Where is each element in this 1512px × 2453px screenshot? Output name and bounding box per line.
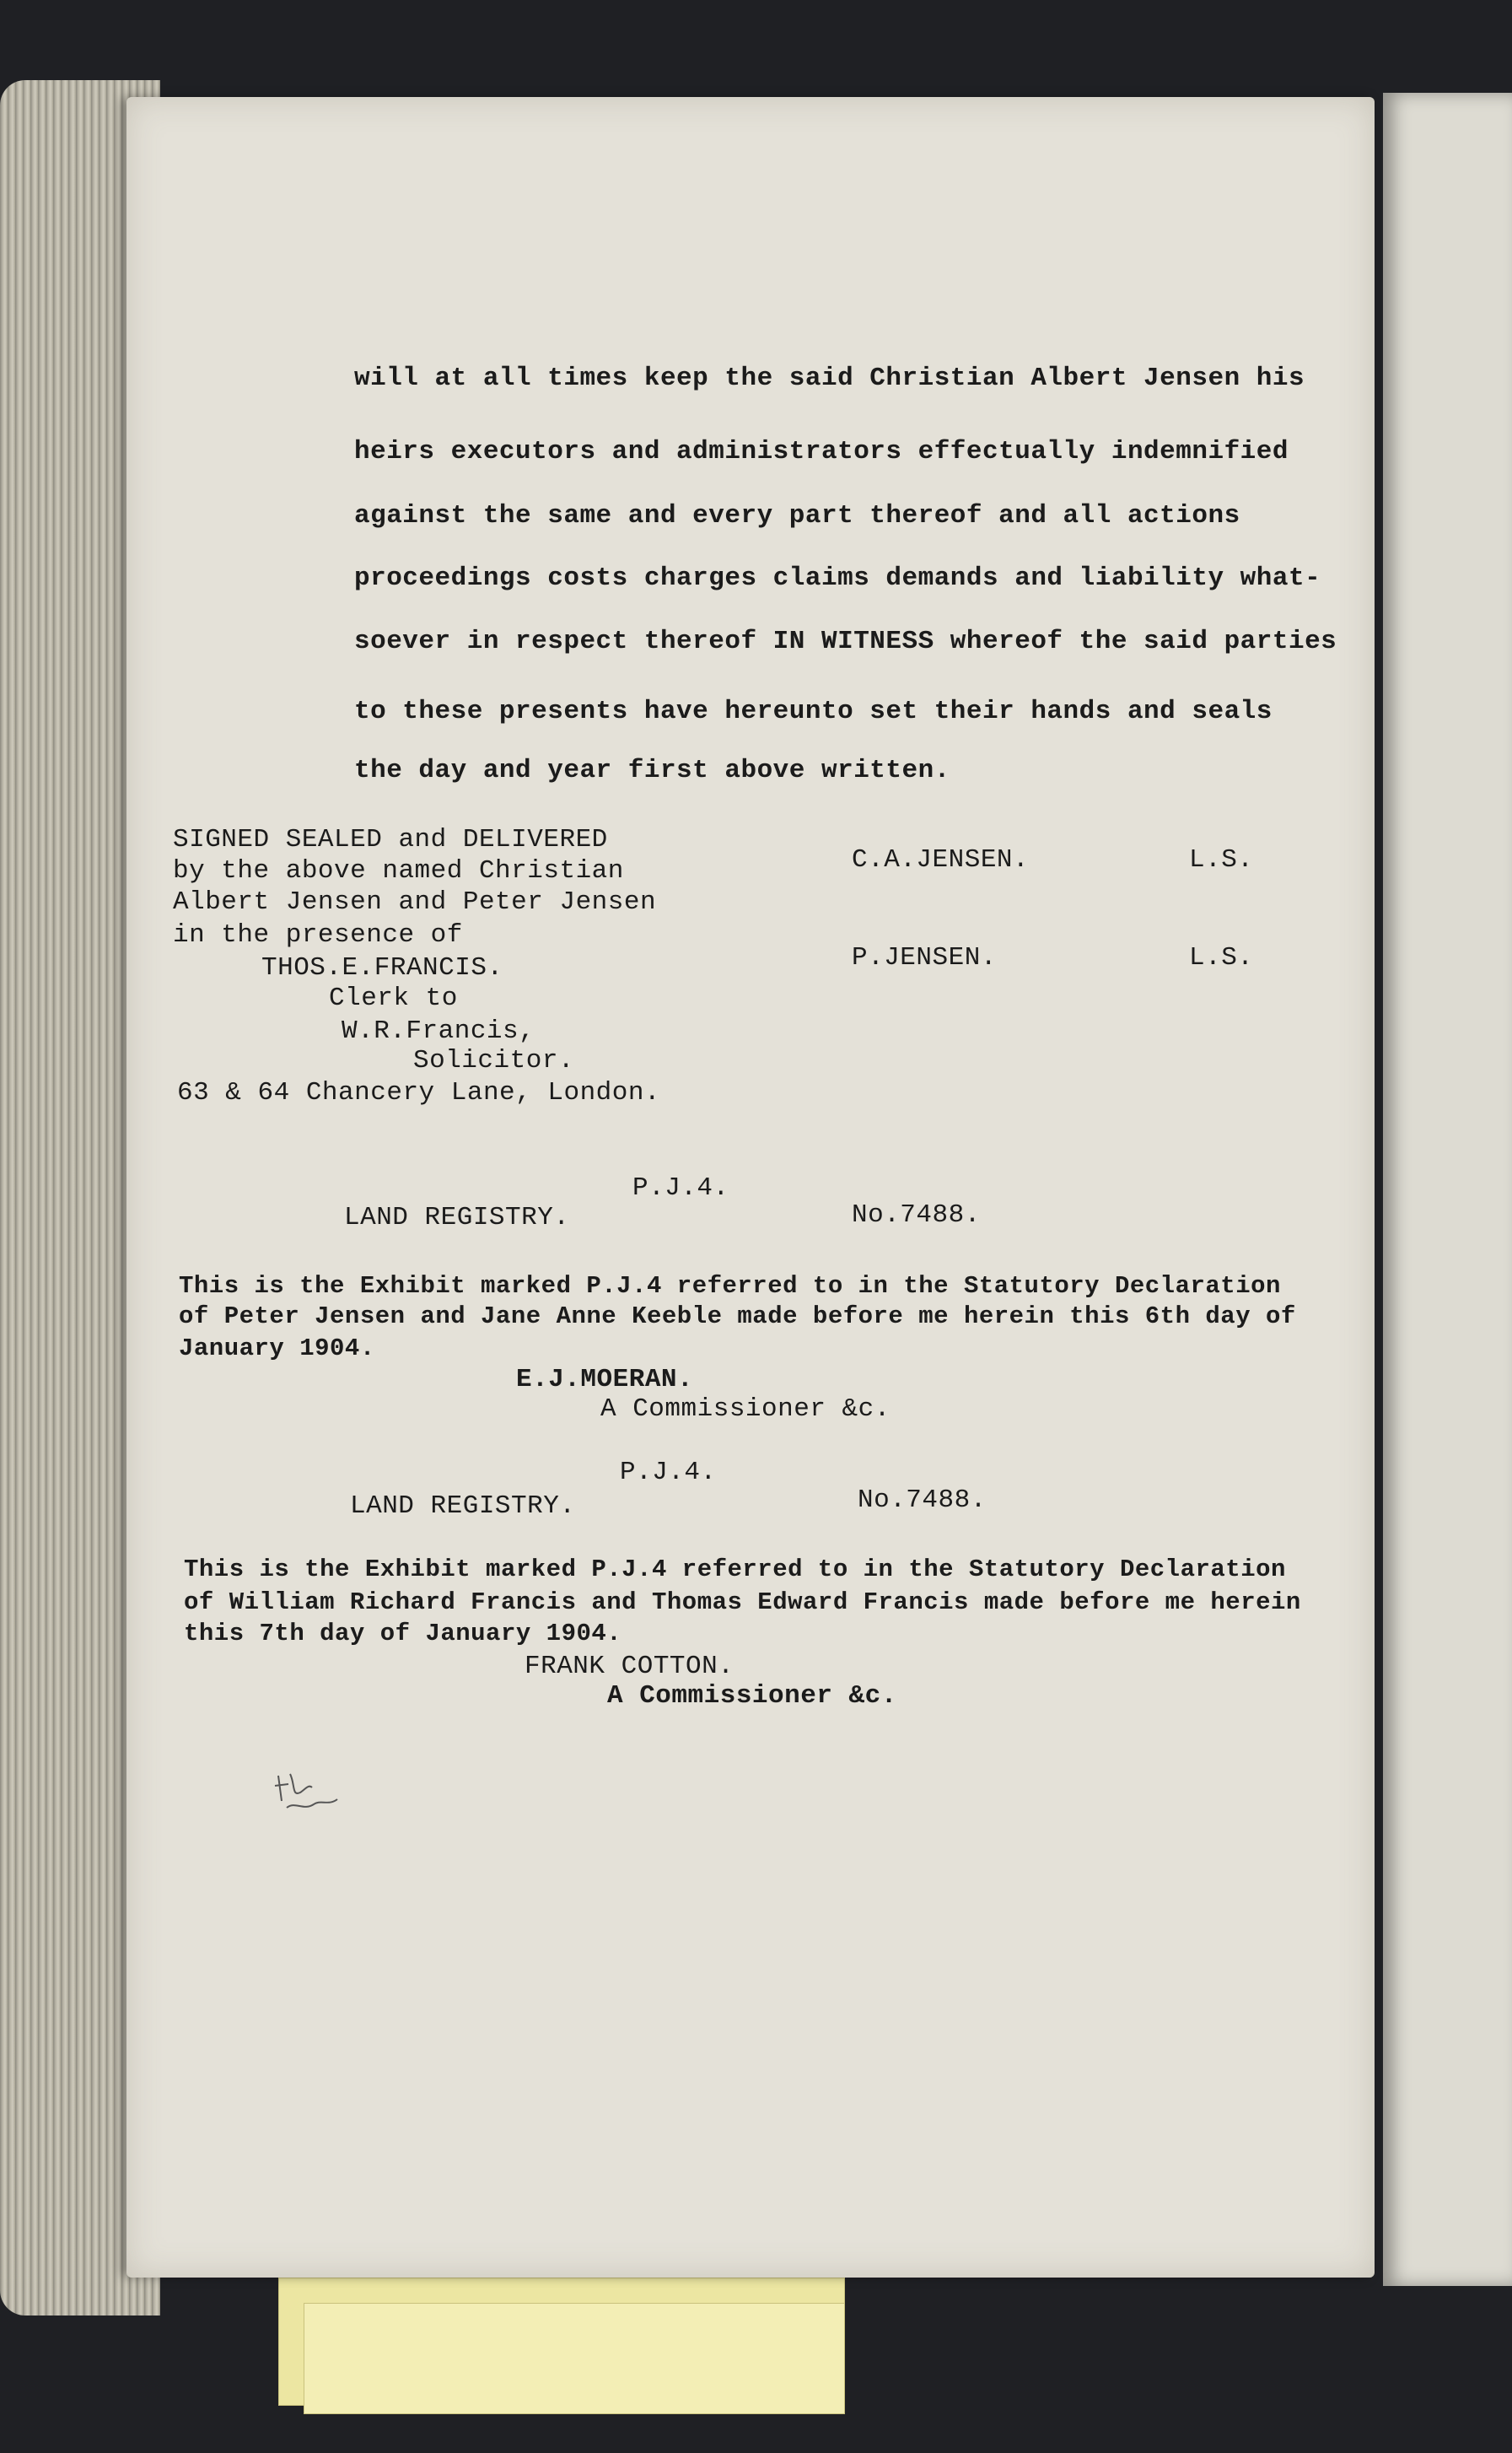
document-page	[126, 97, 1375, 2278]
signature-name: P.JENSEN.	[852, 943, 997, 973]
commissioner-title: A Commissioner &c.	[600, 1394, 891, 1424]
attestation-line: W.R.Francis,	[342, 1016, 535, 1046]
body-line: the day and year first above written.	[354, 756, 950, 785]
body-line: against the same and every part thereof and all actions	[354, 501, 1240, 531]
attestation-line: SIGNED SEALED and DELIVERED	[173, 825, 608, 855]
signature-name: C.A.JENSEN.	[852, 845, 1030, 875]
registry-label: LAND REGISTRY.	[344, 1203, 570, 1232]
exhibit-text-line: of Peter Jensen and Jane Anne Keeble made before me herein this 6th day of	[179, 1302, 1296, 1330]
exhibit-text-line: This is the Exhibit marked P.J.4 referred to in the Statutory Declaration	[184, 1555, 1286, 1583]
commissioner-name: E.J.MOERAN.	[516, 1365, 694, 1394]
registry-number: No.7488.	[858, 1485, 987, 1515]
body-line: will at all times keep the said Christian Albert Jensen his	[354, 364, 1305, 393]
seal-mark: L.S.	[1189, 943, 1254, 973]
seal-mark: L.S.	[1189, 845, 1254, 875]
exhibit-mark: P.J.4.	[632, 1173, 729, 1203]
body-line: soever in respect thereof IN WITNESS whereof the said parties	[354, 627, 1337, 656]
registry-number: No.7488.	[852, 1200, 981, 1230]
body-line: proceedings costs charges claims demands and liability what-	[354, 563, 1321, 593]
witness-name: THOS.E.FRANCIS.	[261, 953, 503, 983]
attestation-line: in the presence of	[173, 920, 463, 950]
exhibit-text-line: of William Richard Francis and Thomas Edward Francis made before me herein	[184, 1588, 1301, 1616]
attestation-line: Clerk to	[329, 984, 458, 1013]
body-line: to these presents have hereunto set their hands and seals	[354, 697, 1273, 726]
registry-label: LAND REGISTRY.	[350, 1491, 576, 1521]
exhibit-mark: P.J.4.	[620, 1458, 717, 1487]
handwritten-initials	[270, 1759, 354, 1818]
exhibit-text-line: this 7th day of January 1904.	[184, 1620, 622, 1647]
attestation-line: by the above named Christian	[173, 856, 624, 886]
exhibit-text-line: This is the Exhibit marked P.J.4 referred to in the Statutory Declaration	[179, 1272, 1281, 1300]
paper-slip	[304, 2303, 845, 2414]
commissioner-name: FRANK COTTON.	[525, 1652, 734, 1681]
exhibit-text-line: January 1904.	[179, 1334, 375, 1362]
attestation-line: Albert Jensen and Peter Jensen	[173, 887, 657, 917]
attestation-line: Solicitor.	[413, 1046, 575, 1076]
body-line: heirs executors and administrators effectually indemnified	[354, 437, 1289, 466]
commissioner-title: A Commissioner &c.	[607, 1681, 897, 1711]
adjacent-page	[1383, 93, 1512, 2286]
attestation-address: 63 & 64 Chancery Lane, London.	[177, 1078, 661, 1108]
